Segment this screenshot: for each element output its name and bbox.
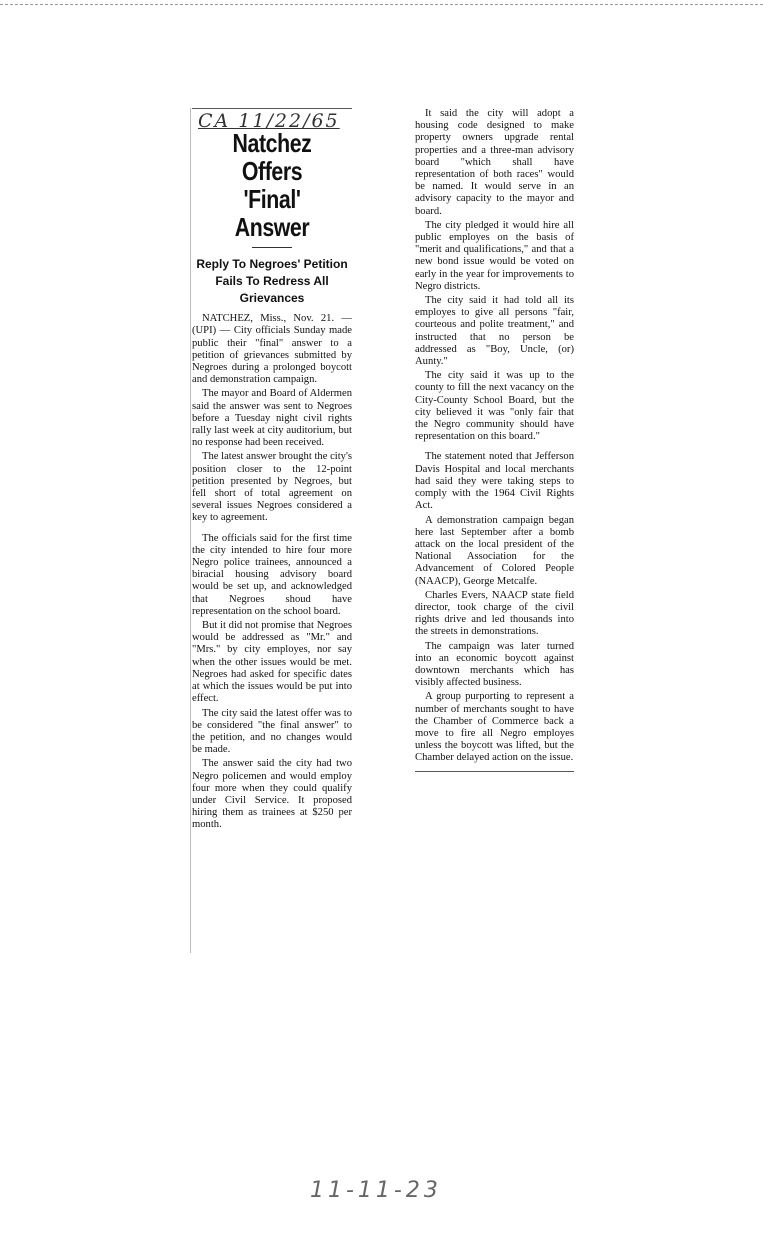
headline — [206, 129, 337, 241]
article-paragraph: The mayor and Board of Aldermen said the answer was sent to Negroes before a Tuesday night civil rights rally last week at city auditorium, but no response had been received. — [192, 388, 352, 449]
headline-line-1: Natchez Offers — [232, 128, 312, 187]
article-paragraph: The officials said for the first time the city intended to hire four more Negro police trainees, announced a biracial housing advisory board would be set up, and acknowledged that Negroes shoud have representation on the school board. — [192, 532, 352, 617]
article-paragraph: The latest answer brought the city's position closer to the 12-point petition presented by Negroes, but fell short of total agreement on several issues Negroes considered a key to agreement. — [192, 451, 352, 524]
bottom-rule — [415, 771, 574, 772]
left-column — [192, 108, 352, 832]
article-paragraph: The city said it had told all its employes to give all persons "fair, courteous and polite treatment," and instructed that no person be addressed as "Boy, Uncle, (or) Aunty." — [415, 295, 574, 368]
article-paragraph: It said the city will adopt a housing code designed to make property owners upgrade rental properties and a three-man advisory board "which shall have representation of both races" would be named. It would serve in an advisory capacity to the mayor and board. — [415, 108, 574, 217]
headline-divider — [252, 247, 292, 248]
top-rule — [192, 108, 352, 109]
article-paragraph: The city pledged it would hire all public employes on the basis of "merit and qualifications," and that a new bond issue would be voted on early in the year for improvements to Negro districts. — [415, 219, 574, 292]
article-paragraph: A group purporting to represent a number of merchants sought to have the Chamber of Commerce back a move to fire all Negro employes unless the boycott was lifted, but the Chamber delayed action on the issue. — [415, 691, 574, 764]
left-margin-line — [190, 108, 191, 953]
article-paragraph: The statement noted that Jefferson Davis Hospital and local merchants had said they were taking steps to comply with the 1964 Civil Rights Act. — [415, 451, 574, 512]
article-paragraph: The city said the latest offer was to be considered "the final answer" to the petition, and no changes would be made. — [192, 707, 352, 756]
page-top-edge — [0, 4, 763, 5]
headline-line-2: 'Final' Answer — [234, 184, 310, 243]
handwritten-date: CA 11/22/65 — [198, 110, 340, 132]
subheadline: Reply To Negroes' Petition Fails To Redress All Grievances — [196, 257, 348, 306]
article-paragraph: A demonstration campaign began here last September after a bomb attack on the local president of the National Association for the Advancement of Colored People (NAACP), George Metcalfe. — [415, 514, 574, 587]
article-paragraph: The campaign was later turned into an economic boycott against downtown merchants which has visibly affected business. — [415, 640, 574, 689]
newspaper-clipping — [192, 108, 574, 968]
article-paragraph: Charles Evers, NAACP state field director, took charge of the civil rights drive and led thousands into the streets in demonstrations. — [415, 589, 574, 638]
article-paragraph: The answer said the city had two Negro policemen and would employ four more when they could qualify under Civil Service. It proposed hiring them as trainees at $250 per month. — [192, 758, 352, 831]
article-paragraph: The city said it was up to the county to fill the next vacancy on the City-County School Board, but the city believed it was "only fair that the Negro community should have representation on this board." — [415, 370, 574, 443]
handwritten-document-number: 11-11-23 — [310, 1178, 442, 1203]
right-column — [415, 108, 574, 772]
article-paragraph: NATCHEZ, Miss., Nov. 21. — (UPI) — City officials Sunday made public their "final" answer to a petition of grievances submitted by Negroes during a prolonged boycott and demonstration campaign. — [192, 313, 352, 386]
article-paragraph: But it did not promise that Negroes would be addressed as "Mr." and "Mrs." by city employes, nor say when the other issues would be met. Negroes had asked for specific dates at which the issues would be put into effect. — [192, 620, 352, 705]
